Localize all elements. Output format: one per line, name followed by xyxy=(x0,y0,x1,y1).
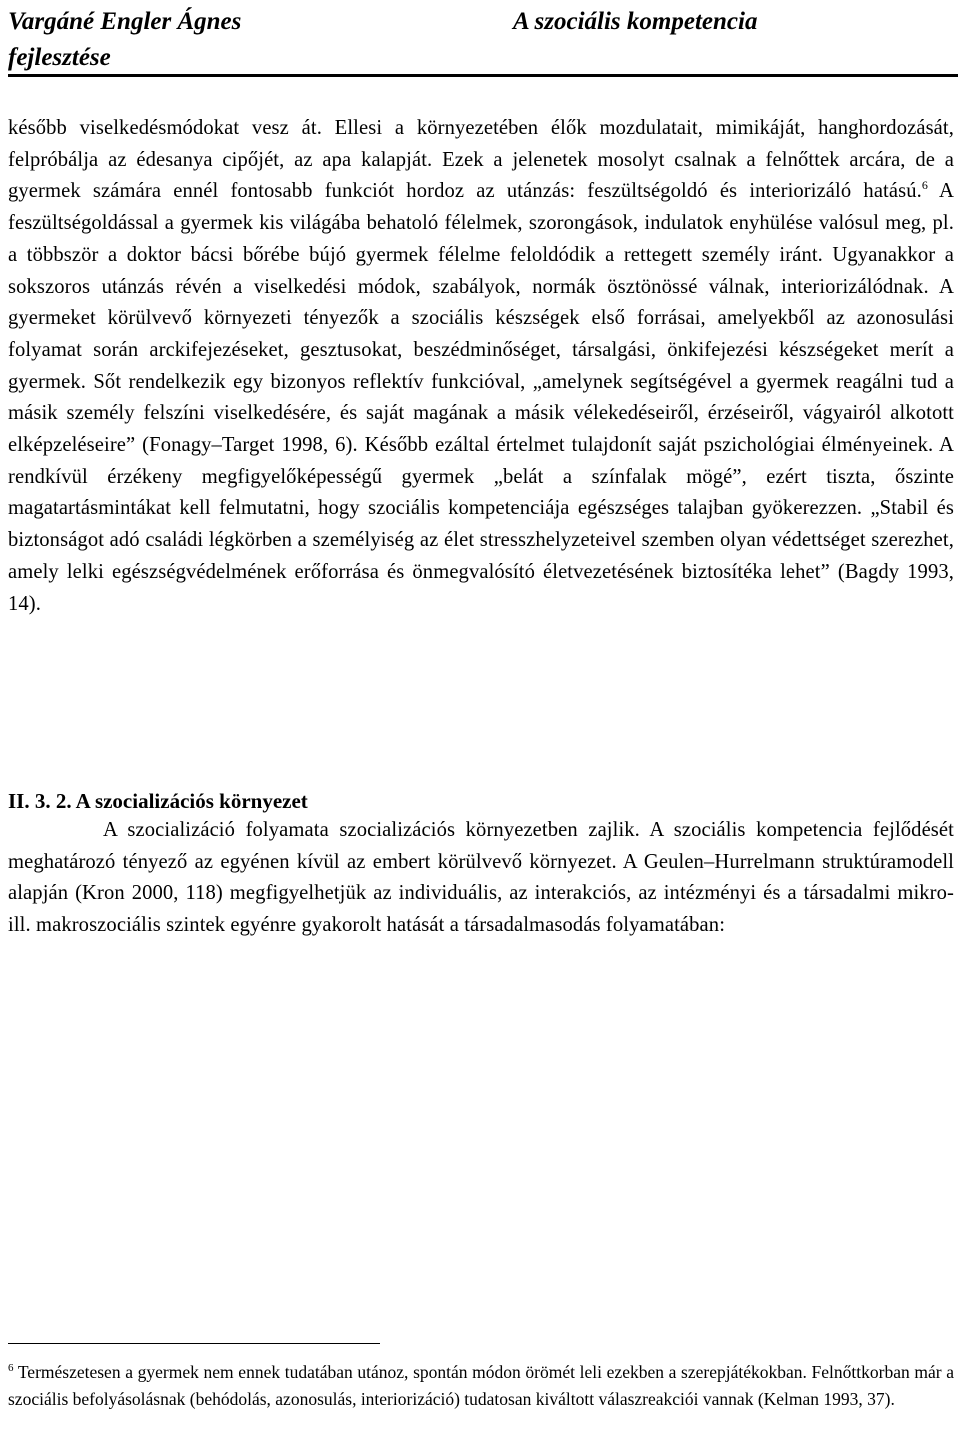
header-divider xyxy=(8,74,958,77)
body-paragraph xyxy=(8,113,954,620)
paragraph-text-before-note: később viselkedésmódokat vesz át. Ellesi a környezetében élők mozdulatait, mimikáját, hanghordozását, felpróbálja az édesanya cipőjét, az apa kalapját. Ezek a jelenetek mosolyt csalnak a felnőttek arcára, de a gyermek számára ennél fontosabb funkciót hordoz az utánzás: feszültségoldó és interiorizáló hatású. xyxy=(8,117,954,203)
header-author-title xyxy=(8,4,338,76)
footnote-reference[interactable]: 6 xyxy=(921,178,928,193)
header-title-continuation: fejlesztése xyxy=(8,44,111,71)
page-header xyxy=(8,4,958,76)
paragraph-text-after-note: A feszültségoldással a gyermek kis világába behatoló félelmek, szorongások, indulatok enyhülése valósul meg, pl. a többször a doktor bácsi bőrébe bújó gyermek félelme feloldódik a rettegett személy iránt. Ugyanakkor a sokszoros utánzás révén a viselkedési módok, szabályok, normák ösztönössé válnak, interiorizálódnak. A gyermeket körülvevő környezeti tényezők a szociális készségek első forrásai, amelyekből az azonosulási folyamat során arckifejezéseket, gesztusokat, beszédminőséget, társalgási, önkifejezési készségeket merít a gyermek. Sőt rendelkezik egy bizonyos reflektív funkcióval, „amelynek segítségével a gyermek reagálni tud a másik személy felszíni viselkedésére, és saját magának a másik vélekedéseiről, érzéseiről, vágyairól alkotott elképzeléseire” (Fonagy–Target 1998, 6). Később ezáltal értelmet tulajdonít saját pszichológiai élményeinek. A rendkívül érzékeny megfigyelőképességű gyermek „belát a színfalak mögé”, ezért tiszta, őszinte magatartásmintákat kell felmutatni, hogy szociális kompetenciája egészséges talajban gyökerezzen. „Stabil és biztonságot adó családi légkörben a személyiség az élet stresszhelyzeteivel szemben olyan védettséget szerezhet, amely lelki egészségvédelmének erőforrása és önmegvalósító életvezetésének biztosítéka lehet” (Bagdy 1993, 14). xyxy=(8,180,954,615)
footnote-text: Természetesen a gyermek nem ennek tudatában utánoz, spontán módon örömét leli ezekben a szerepjátékokban. Felnőttkorban már a szociális befolyásolásnak (behódolás, azonosulás, interiorizáció) tudatosan kiváltott válaszreakciói vannak (Kelman 1993, 37). xyxy=(8,1362,954,1409)
footnote xyxy=(8,1359,954,1413)
header-title: A szociális kompetencia xyxy=(513,8,758,35)
footnote-divider xyxy=(8,1343,380,1344)
section-paragraph: A szocializáció folyamata szocializációs környezetben zajlik. A szociális kompetencia fejlődését meghatározó tényező az egyénen kívül az embert körülvevő környezet. A Geulen–Hurrelmann struktúramodell alapján (Kron 2000, 118) megfigyelhetjük az individuális, az interakciós, az intézményi és a társadalmi mikro- ill. makroszociális szintek egyénre gyakorolt hatását a társadalmasodás folyamatában: xyxy=(8,819,954,937)
section-heading: II. 3. 2. A szocializációs környezet xyxy=(8,789,308,813)
header-author: Vargáné Engler Ágnes xyxy=(8,8,242,35)
footnote-number: 6 xyxy=(8,1362,14,1375)
